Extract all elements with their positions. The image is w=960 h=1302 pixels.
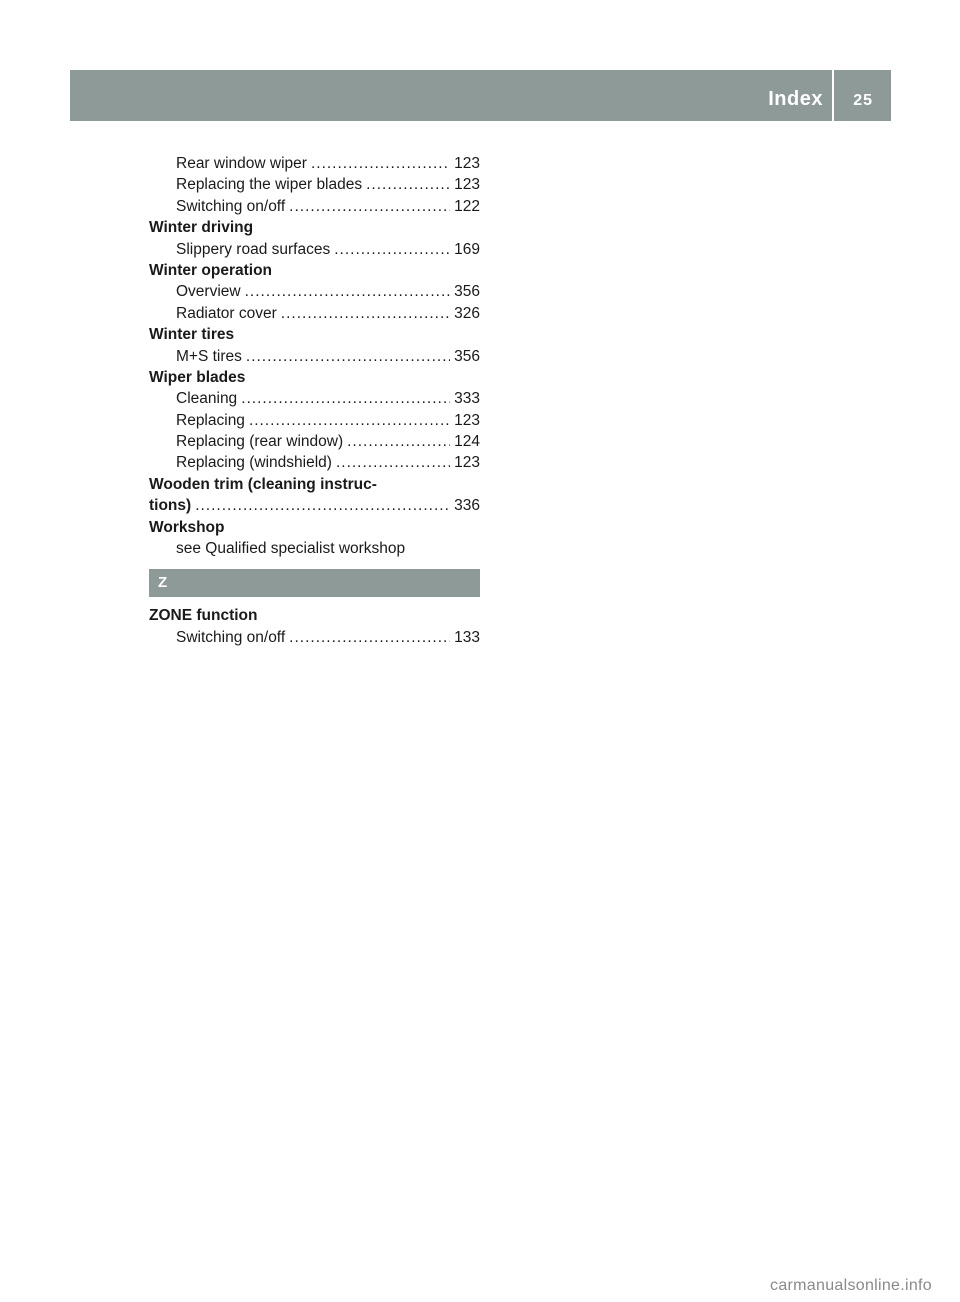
index-column	[149, 153, 480, 648]
entry-text: Switching on/off	[176, 628, 286, 646]
entry-page: 356	[454, 283, 480, 301]
entry-page: 356	[454, 347, 480, 365]
entry-text: Replacing (rear window)	[176, 433, 344, 451]
entry-text: Replacing	[176, 411, 245, 429]
index-entry[interactable]	[149, 239, 480, 260]
entry-page: 326	[454, 304, 480, 322]
entry-page: 336	[454, 497, 480, 515]
entry-text: Replacing (windshield)	[176, 454, 332, 472]
heading-text: ZONE function	[149, 607, 258, 625]
index-heading	[149, 324, 480, 345]
index-entry[interactable]	[149, 410, 480, 431]
entry-text: Rear window wiper	[176, 155, 307, 172]
entry-text: Switching on/off	[176, 197, 286, 215]
entry-page: 133	[454, 628, 480, 646]
entry-text: Cleaning	[176, 390, 238, 408]
index-entry[interactable]	[149, 281, 480, 302]
index-entry[interactable]	[149, 431, 480, 452]
index-heading	[149, 217, 480, 238]
entry-text: Overview	[176, 283, 241, 301]
index-heading	[149, 260, 480, 281]
heading-text: Winter driving	[149, 219, 254, 237]
entry-page: 169	[454, 240, 480, 258]
index-entry[interactable]	[149, 196, 480, 217]
heading-text: Wiper blades	[149, 368, 246, 386]
index-entry[interactable]	[149, 452, 480, 473]
header-bar	[70, 70, 891, 121]
entry-page: 123	[454, 411, 480, 429]
index-entry[interactable]	[149, 153, 480, 174]
heading-text: Winter tires	[149, 326, 235, 344]
entry-text: M+S tires	[176, 347, 242, 365]
page-number: 25	[853, 92, 873, 109]
entry-text: Replacing the wiper blades	[176, 176, 363, 194]
index-entry[interactable]	[149, 346, 480, 367]
index-entry[interactable]	[149, 303, 480, 324]
watermark: carmanualsonline.info	[770, 1277, 932, 1294]
cross-reference[interactable]: see Qualified specialist workshop	[176, 540, 406, 558]
heading-text: Workshop	[149, 518, 225, 536]
entry-page: 333	[454, 390, 480, 408]
index-heading	[149, 605, 480, 626]
header-divider	[832, 70, 834, 121]
entry-text: Radiator cover	[176, 304, 277, 322]
entry-page: 123	[454, 454, 480, 472]
heading-text: Winter operation	[149, 261, 273, 279]
index-heading	[149, 367, 480, 388]
entry-text: Slippery road surfaces	[176, 240, 331, 258]
index-heading	[149, 517, 480, 538]
index-heading-entry[interactable]	[149, 495, 480, 516]
section-title: Index	[768, 88, 823, 110]
index-entry[interactable]	[149, 627, 480, 648]
index-entry[interactable]	[149, 388, 480, 409]
letter-section-bar: Z	[149, 569, 480, 597]
entry-page: 123	[454, 176, 480, 194]
entry-page: 124	[454, 433, 480, 451]
index-heading	[149, 474, 480, 495]
index-entry[interactable]	[149, 174, 480, 195]
heading-text: tions)	[149, 497, 192, 515]
entry-page: 122	[454, 197, 480, 215]
heading-text: Wooden trim (cleaning instruc-	[149, 475, 377, 493]
entry-page: 123	[454, 155, 480, 172]
